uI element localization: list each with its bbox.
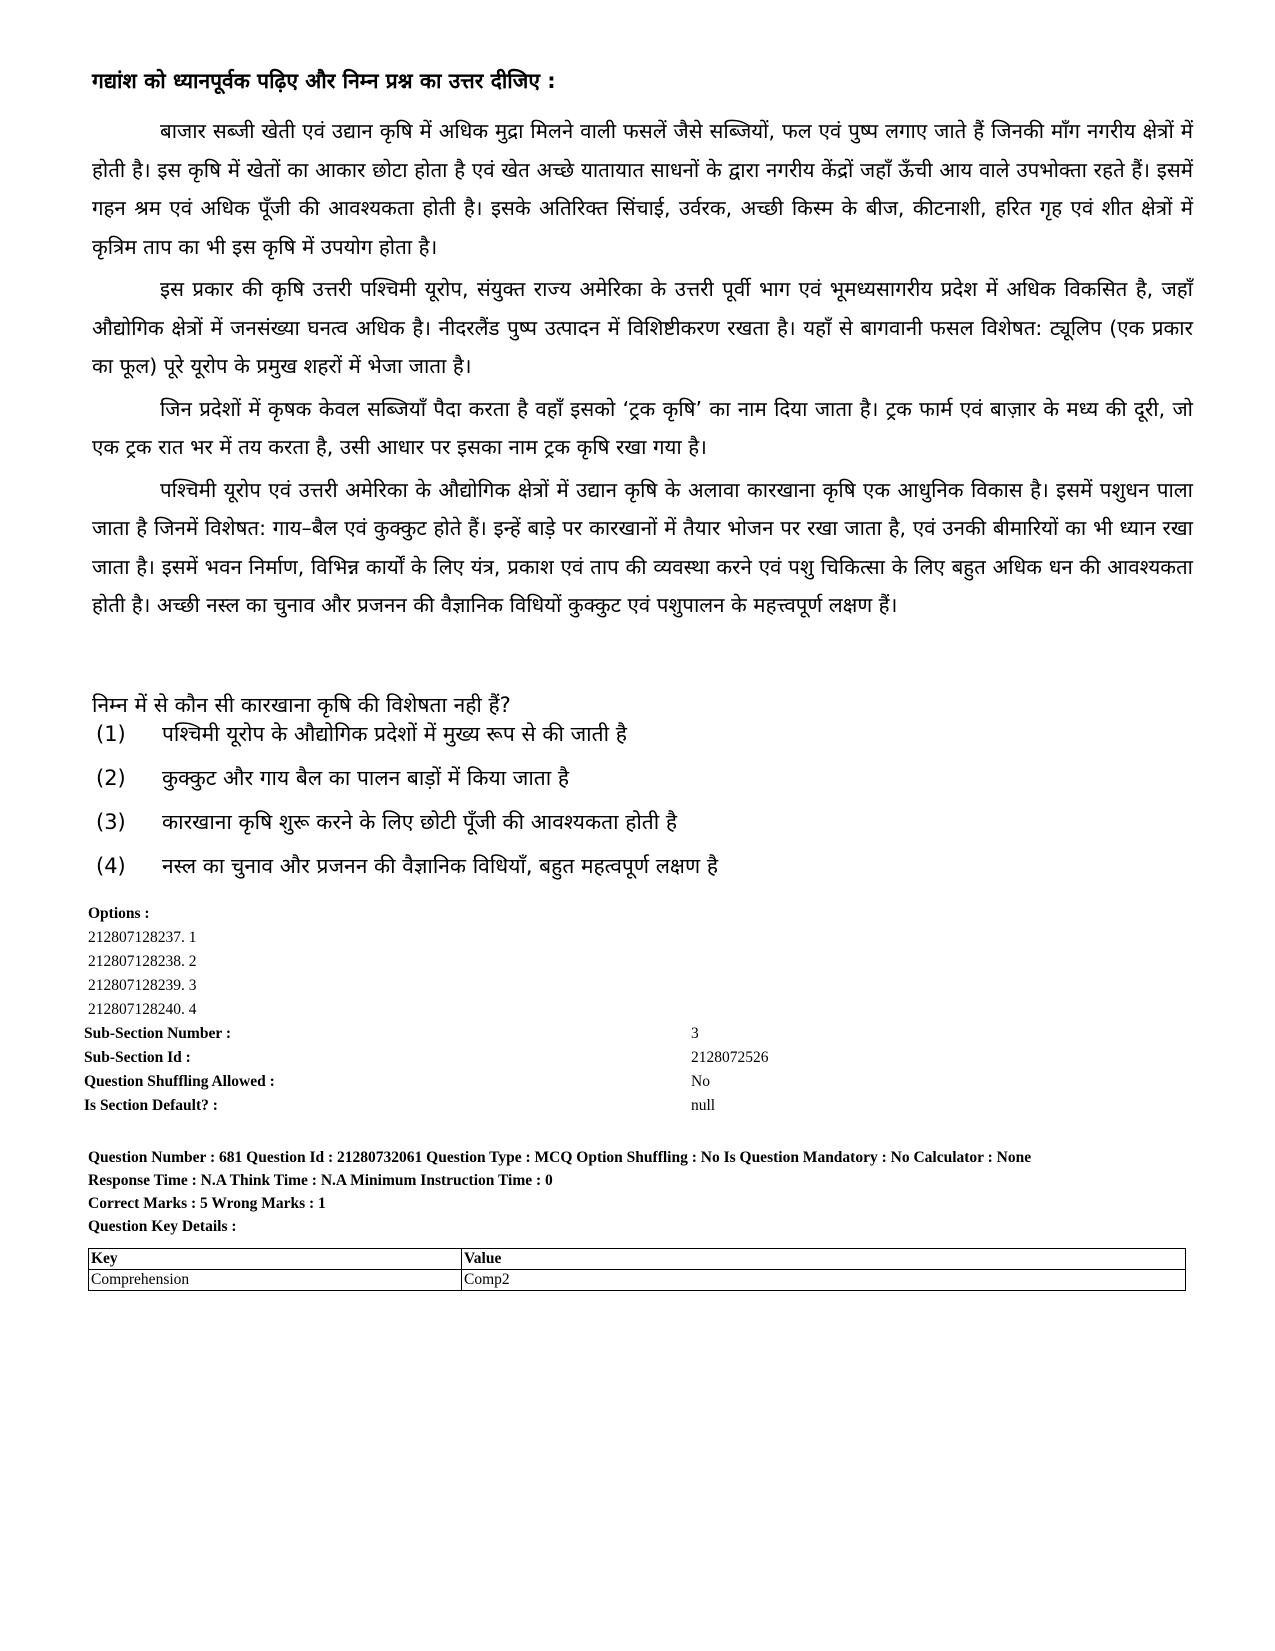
choice-text: कुक्कुट और गाय बैल का पालन बाड़ों में किया जाता है: [162, 766, 570, 790]
table-header-row: [89, 1249, 1186, 1270]
choice-text: पश्चिमी यूरोप के औद्योगिक प्रदेशों में मुख्य रूप से की जाती है: [162, 722, 627, 746]
option-id: 212807128239. 3: [88, 977, 197, 994]
choice-text: नस्ल का चुनाव और प्रजनन की वैज्ञानिक विधियाँ, बहुत महत्वपूर्ण लक्षण है: [162, 854, 719, 878]
question-info-line: Response Time : N.A Think Time : N.A Minimum Instruction Time : 0: [88, 1172, 553, 1189]
table-header-cell: Value: [462, 1249, 1186, 1270]
section-default-label: Is Section Default? :: [84, 1097, 218, 1114]
option-id: 212807128240. 4: [88, 1001, 197, 1018]
options-label: Options :: [88, 905, 150, 922]
table-row: [89, 1270, 1186, 1291]
option-id: 212807128237. 1: [88, 929, 197, 946]
passage-paragraph: जिन प्रदेशों में कृषक केवल सब्जियाँ पैदा करता है वहाँ इसको ‘ट्रक कृषि’ का नाम दिया जाता है। ट्रक फार्म एवं बाज़ार के मध्य की दूरी, जो एक ट्रक रात भर में तय करता है, उसी आधार पर इसका नाम ट्रक कृषि रखा गया है।: [92, 396, 1193, 459]
choice-4: [96, 846, 1196, 886]
question-info-line: Question Number : 681 Question Id : 21280732061 Question Type : MCQ Option Shuffling : No Is Question Mandatory : No Calculator : None: [88, 1149, 1032, 1166]
passage: [92, 112, 1193, 629]
subsection-id-label: Sub-Section Id :: [84, 1049, 191, 1066]
passage-paragraph: पश्चिमी यूरोप एवं उत्तरी अमेरिका के औद्योगिक क्षेत्रों में उद्यान कृषि के अलावा कारखाना कृषि एक आधुनिक विकास है। इसमें पशुधन पाला जाता है जिनमें विशेषत: गाय–बैल एवं कुक्कुट होते हैं। इन्हें बाड़े पर कारखानों में तैयार भोजन पर रखा जाता है, एवं उनकी बीमारियों का भी ध्यान रखा जाता है। इसमें भवन निर्माण, विभिन्न कार्यों के लिए यंत्र, प्रकाश एवं ताप की व्यवस्था करने एवं पशु चिकित्सा के लिए बहुत अधिक धन की आवश्यकता होती है। अच्छी नस्ल का चुनाव और प्रजनन की वैज्ञानिक विधियों कुक्कुट एवं पशुपालन के महत्त्वपूर्ण लक्षण हैं।: [92, 477, 1193, 617]
key-details-label: Question Key Details :: [88, 1218, 237, 1235]
section-default-value: null: [691, 1097, 716, 1114]
choice-3: [96, 802, 1196, 842]
table-cell: Comprehension: [89, 1270, 462, 1291]
choice-number: (4): [96, 854, 126, 878]
choice-1: [96, 714, 1196, 754]
table-header-cell: Key: [89, 1249, 462, 1270]
question-shuffling-value: No: [691, 1073, 710, 1090]
question-text: निम्न में से कौन सी कारखाना कृषि की विशेषता नही हैं?: [92, 693, 511, 717]
option-id: 212807128238. 2: [88, 953, 197, 970]
passage-paragraph: इस प्रकार की कृषि उत्तरी पश्चिमी यूरोप, संयुक्त राज्य अमेरिका के उत्तरी पूर्वी भाग एवं भूमध्यसागरीय प्रदेश में अधिक विकसित है, जहाँ औद्योगिक क्षेत्रों में जनसंख्या घनत्व अधिक है। नीदरलैंड पुष्प उत्पादन में विशिष्टीकरण रखता है। यहाँ से बागवानी फसल विशेषत: ट्यूलिप (एक प्रकार का फूल) पूरे यूरोप के प्रमुख शहरों में भेजा जाता है।: [92, 277, 1193, 378]
marks-line: Correct Marks : 5 Wrong Marks : 1: [88, 1195, 326, 1212]
subsection-id-value: 2128072526: [691, 1049, 769, 1066]
choice-text: कारखाना कृषि शुरू करने के लिए छोटी पूँजी की आवश्यकता होती है: [162, 810, 678, 834]
choice-number: (3): [96, 810, 126, 834]
key-table: [88, 1248, 1186, 1291]
choice-2: [96, 758, 1196, 798]
passage-paragraph: बाजार सब्जी खेती एवं उद्यान कृषि में अधिक मुद्रा मिलने वाली फसलें जैसे सब्जियों, फल एवं पुष्प लगाए जाते हैं जिनकी माँग नगरीय क्षेत्रों में होती है। इस कृषि में खेतों का आकार छोटा होता है एवं खेत अच्छे यातायात साधनों के द्वारा नगरीय केंद्रों जहाँ ऊँची आय वाले उपभोक्ता रहते हैं। इसमें गहन श्रम एवं अधिक पूँजी की आवश्यकता होती है। इसके अतिरिक्त सिंचाई, उर्वरक, अच्छी किस्म के बीज, कीटनाशी, हरित गृह एवं शीत क्षेत्रों में कृत्रिम ताप का भी इस कृषि में उपयोग होता है।: [92, 119, 1193, 259]
table-cell: Comp2: [462, 1270, 1186, 1291]
question-shuffling-label: Question Shuffling Allowed :: [84, 1073, 275, 1090]
subsection-number-label: Sub-Section Number :: [84, 1025, 231, 1042]
choice-number: (1): [96, 722, 126, 746]
choice-number: (2): [96, 766, 126, 790]
passage-heading: गद्यांश को ध्यानपूर्वक पढ़िए और निम्न प्रश्न का उत्तर दीजिए :: [92, 69, 556, 93]
subsection-number-value: 3: [691, 1025, 699, 1042]
